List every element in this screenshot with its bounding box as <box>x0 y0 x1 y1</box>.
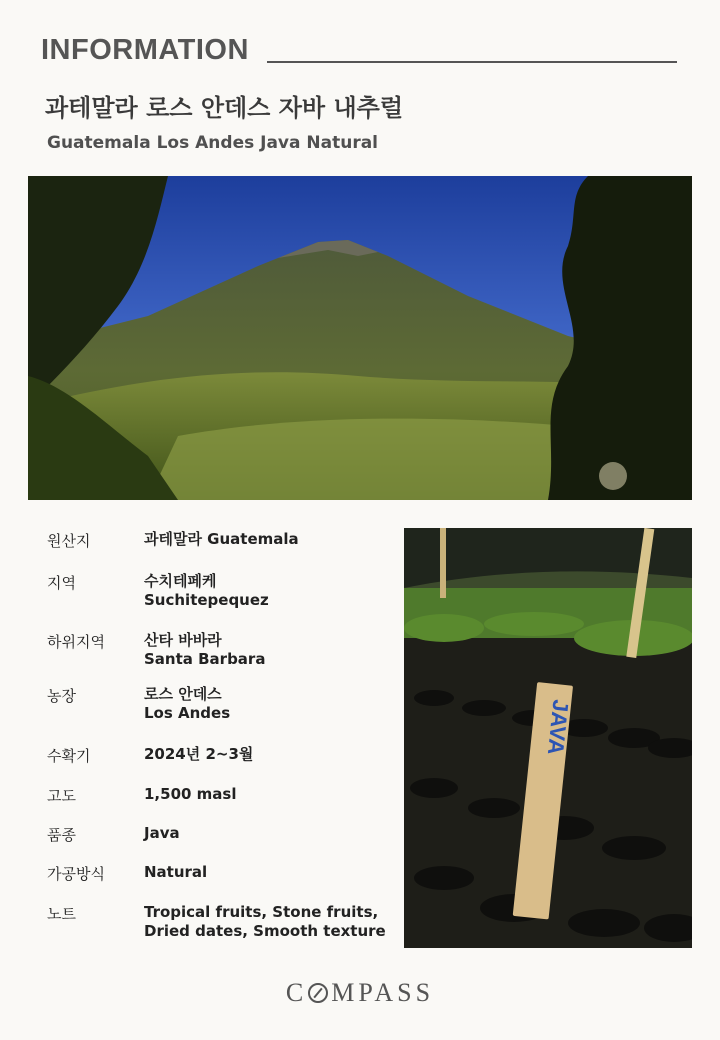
info-label: 하위지역 <box>47 633 105 651</box>
compass-icon <box>308 983 328 1003</box>
header-divider <box>267 61 677 63</box>
product-name-korean: 과테말라 로스 안데스 자바 내추럴 <box>45 94 403 122</box>
info-label: 품종 <box>47 826 76 844</box>
sign-label: JAVA <box>542 698 574 757</box>
info-value: 1,500 masl <box>144 785 237 803</box>
product-name-english: Guatemala Los Andes Java Natural <box>47 133 379 153</box>
info-label: 수확기 <box>47 747 91 765</box>
info-value: Natural <box>144 863 208 881</box>
info-value: 2024년 2~3월 <box>144 745 254 763</box>
seedling-nursery-photo <box>404 528 692 948</box>
info-label: 지역 <box>47 574 76 592</box>
info-value: Java <box>144 824 180 842</box>
info-value: 로스 안데스 Los Andes <box>144 685 231 722</box>
section-header <box>41 34 681 74</box>
info-value: 수치테페케 Suchitepequez <box>144 572 269 609</box>
info-value: Tropical fruits, Stone fruits, Dried dates, Smooth texture <box>144 903 386 940</box>
info-label: 고도 <box>47 787 76 805</box>
info-value: 과테말라 Guatemala <box>144 530 299 548</box>
volcano-landscape-photo <box>28 176 692 500</box>
compass-logo: C MPASS <box>285 978 435 1007</box>
info-label: 농장 <box>47 687 76 705</box>
info-label: 가공방식 <box>47 865 105 883</box>
info-label: 원산지 <box>47 532 91 550</box>
section-title: INFORMATION <box>41 34 249 66</box>
info-label: 노트 <box>47 905 76 923</box>
info-value: 산타 바바라 Santa Barbara <box>144 631 266 668</box>
